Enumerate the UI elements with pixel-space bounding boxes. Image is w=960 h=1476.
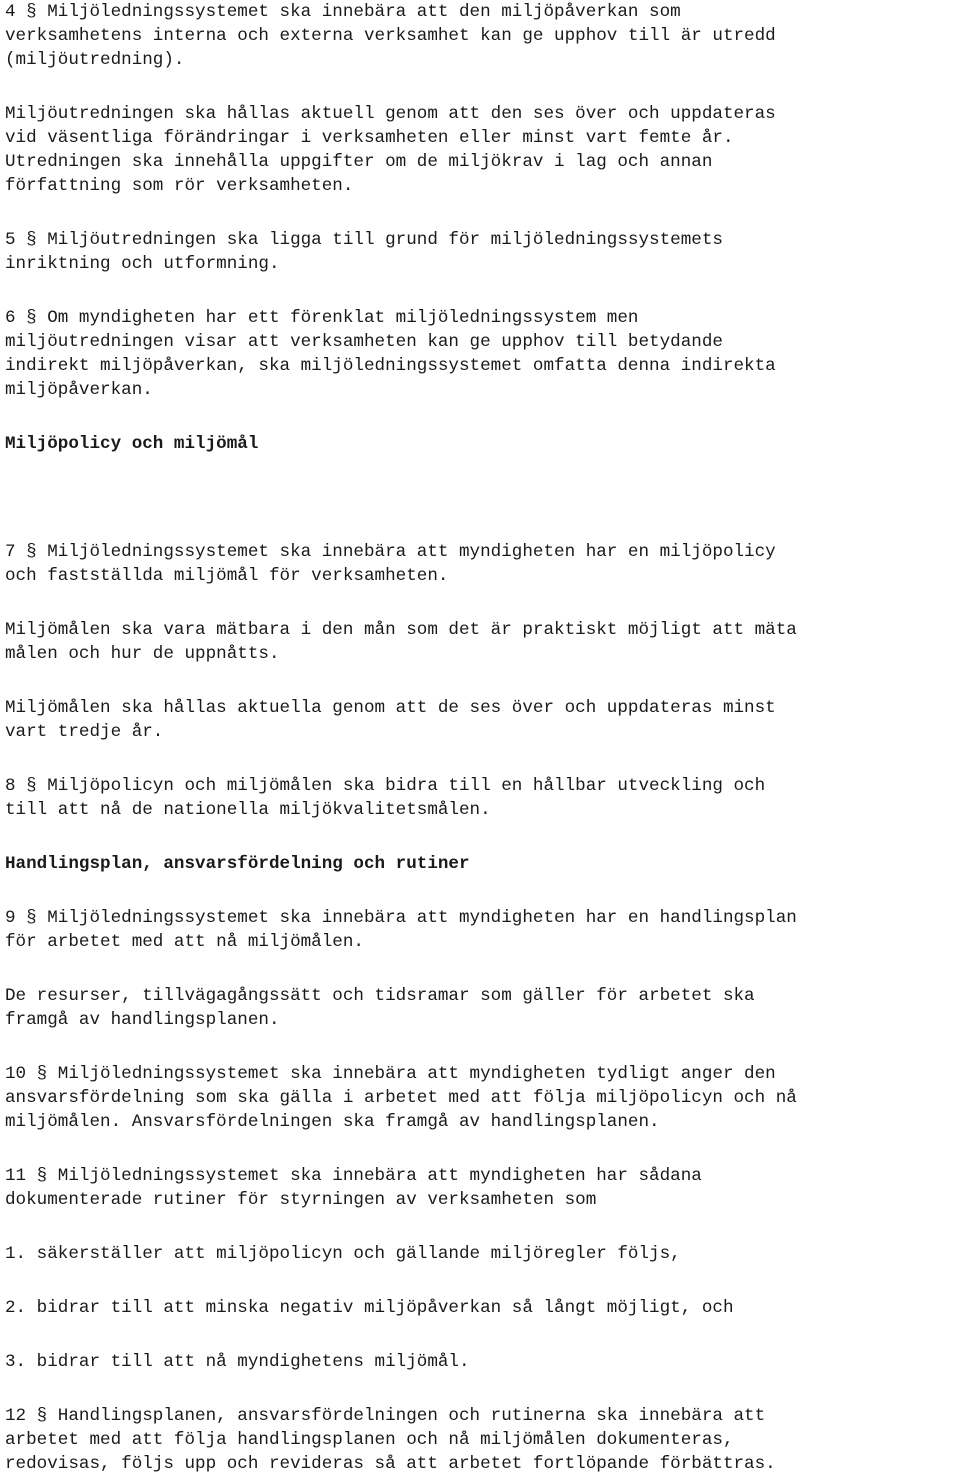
list-item-1 (5, 1242, 681, 1266)
text-line: (miljöutredning). (5, 50, 185, 70)
text-line: Miljömålen ska hållas aktuella genom att de ses över och uppdateras minst (5, 698, 776, 718)
text-line: 5 § Miljöutredningen ska ligga till grund för miljöledningssystemets (5, 230, 723, 250)
text-line: författning som rör verksamheten. (5, 176, 354, 196)
text-line: framgå av handlingsplanen. (5, 1010, 280, 1030)
text-line: 4 § Miljöledningssystemet ska innebära att den miljöpåverkan som (5, 2, 681, 22)
text-line: 12 § Handlingsplanen, ansvarsfördelningen och rutinerna ska innebära att (5, 1406, 766, 1426)
heading-text: Miljöpolicy och miljömål (5, 434, 259, 454)
text-line: miljömålen. Ansvarsfördelningen ska framgå av handlingsplanen. (5, 1112, 660, 1132)
text-line: 9 § Miljöledningssystemet ska innebära att myndigheten har en handlingsplan (5, 908, 797, 928)
paragraph-5 (5, 228, 723, 276)
heading-text: Handlingsplan, ansvarsfördelning och rutiner (5, 854, 470, 874)
text-line: inriktning och utformning. (5, 254, 280, 274)
paragraph-10 (5, 1062, 797, 1134)
text-line: 3. bidrar till att nå myndighetens miljömål. (5, 1352, 470, 1372)
text-line: 7 § Miljöledningssystemet ska innebära att myndigheten har en miljöpolicy (5, 542, 776, 562)
text-line: vid väsentliga förändringar i verksamheten eller minst vart femte år. (5, 128, 734, 148)
paragraph-4 (5, 0, 776, 72)
text-line: dokumenterade rutiner för styrningen av verksamheten som (5, 1190, 597, 1210)
text-line: ansvarsfördelning som ska gälla i arbetet med att följa miljöpolicyn och nå (5, 1088, 797, 1108)
text-line: arbetet med att följa handlingsplanen och nå miljömålen dokumenteras, (5, 1430, 734, 1450)
paragraph-9-resources (5, 984, 755, 1032)
section-heading-miljopolicy (5, 432, 258, 456)
text-line: miljöutredningen visar att verksamheten kan ge upphov till betydande (5, 332, 723, 352)
text-line: vart tredje år. (5, 722, 164, 742)
section-heading-handlingsplan (5, 852, 470, 876)
text-line: indirekt miljöpåverkan, ska miljöledningssystemet omfatta denna indirekta (5, 356, 776, 376)
text-line: 11 § Miljöledningssystemet ska innebära att myndigheten har sådana (5, 1166, 702, 1186)
paragraph-7-current (5, 696, 776, 744)
text-line: redovisas, följs upp och revideras så att arbetet fortlöpande förbättras. (5, 1454, 776, 1474)
text-line: målen och hur de uppnåtts. (5, 644, 280, 664)
paragraph-11 (5, 1164, 702, 1212)
paragraph-7 (5, 540, 776, 588)
text-line: Miljömålen ska vara mätbara i den mån som det är praktiskt möjligt att mäta (5, 620, 797, 640)
list-item-2 (5, 1296, 734, 1320)
text-line: 10 § Miljöledningssystemet ska innebära att myndigheten tydligt anger den (5, 1064, 776, 1084)
text-line: 2. bidrar till att minska negativ miljöpåverkan så långt möjligt, och (5, 1298, 734, 1318)
paragraph-6 (5, 306, 776, 402)
text-line: 8 § Miljöpolicyn och miljömålen ska bidra till en hållbar utveckling och (5, 776, 766, 796)
paragraph-8 (5, 774, 765, 822)
text-line: verksamhetens interna och externa verksamhet kan ge upphov till är utredd (5, 26, 776, 46)
text-line: Miljöutredningen ska hållas aktuell genom att den ses över och uppdateras (5, 104, 776, 124)
paragraph-4-continued (5, 102, 776, 198)
text-line: till att nå de nationella miljökvalitetsmålen. (5, 800, 491, 820)
paragraph-7-measurable (5, 618, 797, 666)
list-item-3 (5, 1350, 470, 1374)
text-line: miljöpåverkan. (5, 380, 153, 400)
text-line: 6 § Om myndigheten har ett förenklat miljöledningssystem men (5, 308, 639, 328)
paragraph-12 (5, 1404, 776, 1476)
paragraph-9 (5, 906, 797, 954)
text-line: De resurser, tillvägagångssätt och tidsramar som gäller för arbetet ska (5, 986, 755, 1006)
text-line: 1. säkerställer att miljöpolicyn och gällande miljöregler följs, (5, 1244, 681, 1264)
text-line: och fastställda miljömål för verksamheten. (5, 566, 449, 586)
text-line: för arbetet med att nå miljömålen. (5, 932, 364, 952)
text-line: Utredningen ska innehålla uppgifter om de miljökrav i lag och annan (5, 152, 713, 172)
